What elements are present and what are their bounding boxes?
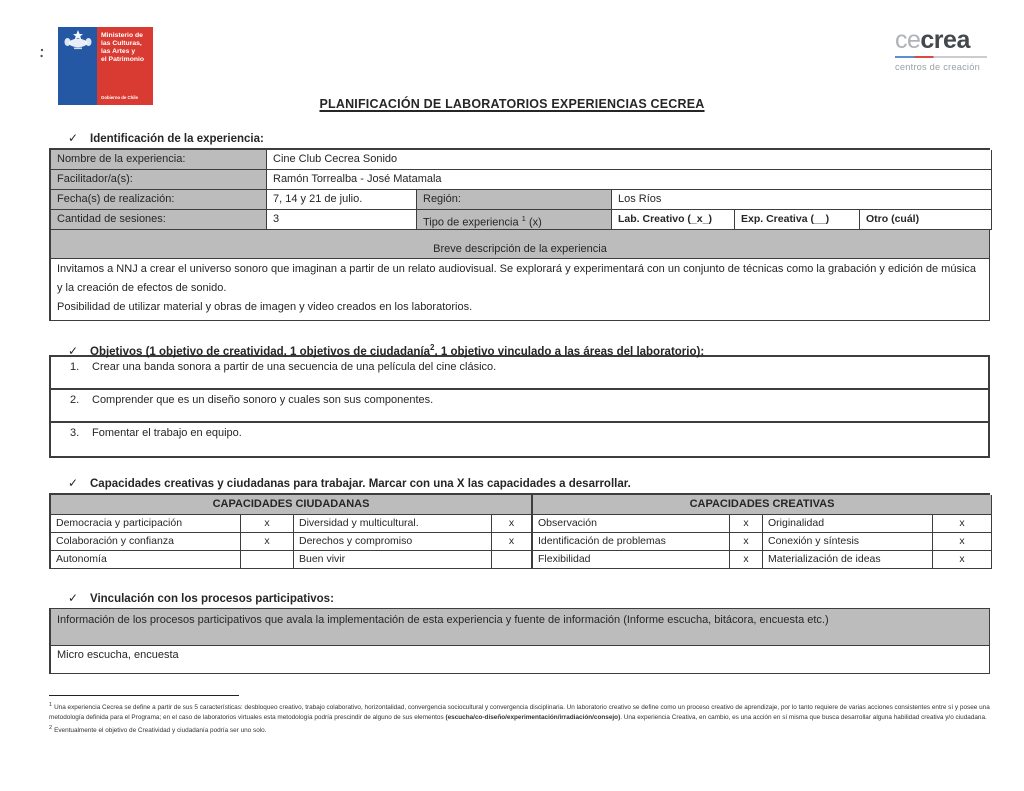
capacity-mark <box>241 551 294 569</box>
nombre-label: Nombre de la experiencia: <box>51 150 267 170</box>
vinculacion-value-box: Micro escucha, encuesta <box>49 645 990 674</box>
section-heading-identificacion: ✓ Identificación de la experiencia: <box>68 131 264 145</box>
region-value: Los Ríos <box>612 190 992 210</box>
cecrea-tagline: centros de creación <box>895 62 980 72</box>
capacity-label: Flexibilidad <box>531 551 730 569</box>
capacity-label: Identificación de problemas <box>531 533 730 551</box>
descripcion-header-band: Breve descripción de la experiencia <box>49 229 990 259</box>
chile-coat-of-arms-icon <box>63 27 93 53</box>
capacity-mark: x <box>933 515 992 533</box>
nombre-value: Cine Club Cecrea Sonido <box>267 150 992 170</box>
section-heading-vinculacion: ✓ Vinculación con los procesos participativos: <box>68 591 334 605</box>
objective-text: Comprender que es un diseño sonoro y cuales son sus componentes. <box>92 394 434 406</box>
capacity-mark: x <box>730 515 763 533</box>
capacidades-creativas-header: CAPACIDADES CREATIVAS <box>531 495 992 515</box>
check-icon: ✓ <box>68 591 79 605</box>
cecrea-logo <box>895 28 989 72</box>
descripcion-parrafo-1: Invitamos a NNJ a crear el universo sonoro que imaginan a partir de un relato audiovisual. Se explorará y experimentará con un conjunto de técnicas como la grabación y edición de música y la creación de efectos de sonido. <box>57 263 977 294</box>
capacity-label: Observación <box>531 515 730 533</box>
fecha-label: Fecha(s) de realización: <box>51 190 267 210</box>
footnote-separator <box>49 695 239 696</box>
objective-number: 1. <box>70 361 80 373</box>
identification-table <box>49 148 990 230</box>
ministry-name: Ministerio de las Culturas, las Artes y el Patrimonio <box>101 32 145 64</box>
check-icon: ✓ <box>68 476 79 490</box>
objective-number: 3. <box>70 427 80 439</box>
objective-row-3 <box>51 423 988 456</box>
capacity-label: Derechos y compromiso <box>294 533 492 551</box>
page-title: PLANIFICACIÓN DE LABORATORIOS EXPERIENCIAS CECREA <box>319 97 705 111</box>
tipo-opcion-exp-creativa: Exp. Creativa (__) <box>735 210 860 230</box>
capacity-mark <box>492 551 532 569</box>
sesiones-label: Cantidad de sesiones: <box>51 210 267 230</box>
capacity-label: Diversidad y multicultural. <box>294 515 492 533</box>
footnotes <box>49 701 990 736</box>
document-body <box>49 131 990 736</box>
capacity-mark: x <box>241 533 294 551</box>
section-heading-capacidades: ✓ Capacidades creativas y ciudadanas para trabajar. Marcar con una X las capacidades a desarrollar. <box>68 476 631 490</box>
section-heading-objetivos: ✓ Objetivos (1 objetivo de creatividad, 1 objetivos de ciudadanía$^2$, 1 objetivo vinculado a las áreas del laboratorio): <box>68 343 705 358</box>
objective-row-1 <box>51 357 988 390</box>
capacity-mark: x <box>933 551 992 569</box>
footnote-2: $^2$ Eventualmente el objetivo de Creatividad y ciudadanía podría ser uno solo. <box>49 724 267 734</box>
check-icon: ✓ <box>68 343 79 358</box>
capacities-table <box>49 493 990 569</box>
objective-text: Crear una banda sonora a partir de una secuencia de una película del cine clásico. <box>92 361 497 373</box>
sesiones-value: 3 <box>267 210 417 230</box>
footnote-1: $^1$ Una experiencia Cecrea se define a partir de sus 5 características: desbloqueo creativo, trabajo colaborativo, horizontalidad, convergencia sociocultural y convergencia disciplinaria. Un laboratorio creativo se define como un proceso creativo de aprendizaje, por lo tanto requiere de varias acciones consistentes entre sí y posee una metodología definida para el Programa; en el caso de laboratorios virtuales esta metodología podría prescindir de alguno de sus elementos (escucha/co-diseño/experimentación/irradiación/consejo). Una experiencia Creativa, en cambio, es una acción en sí misma que busca desarrollar alguna habilidad creativa y/o ciudadana. <box>49 702 990 722</box>
cecrea-logo-underline <box>895 56 987 58</box>
ministry-logo-blue-panel <box>58 27 97 105</box>
capacity-label: Colaboración y confianza <box>51 533 241 551</box>
capacity-label: Democracia y participación <box>51 515 241 533</box>
check-icon: ✓ <box>68 131 79 145</box>
scan-artifact-mark <box>40 48 44 58</box>
objective-row-2 <box>51 390 988 423</box>
capacity-label: Materialización de ideas <box>763 551 933 569</box>
cecrea-wordmark: cecrea <box>895 26 970 54</box>
capacidades-ciudadanas-header: CAPACIDADES CIUDADANAS <box>51 495 532 515</box>
capacity-label: Conexión y síntesis <box>763 533 933 551</box>
capacity-label: Autonomía <box>51 551 241 569</box>
tipo-experiencia-label: Tipo de experiencia $^1$ (x) <box>417 210 612 230</box>
ministry-logo <box>58 27 153 105</box>
vinculacion-info-band: Información de los procesos participativos que avala la implementación de esta experiencia y fuente de información (Informe escucha, bitácora, encuesta etc.) <box>49 608 990 646</box>
descripcion-box <box>49 258 990 321</box>
facilitador-value: Ramón Torrealba - José Matamala <box>267 170 992 190</box>
capacity-mark: x <box>492 515 532 533</box>
fecha-value: 7, 14 y 21 de julio. <box>267 190 417 210</box>
tipo-opcion-otro: Otro (cuál) <box>860 210 992 230</box>
descripcion-parrafo-2: Posibilidad de utilizar material y obras de imagen y video creados en los laboratorios. <box>57 301 473 313</box>
objective-text: Fomentar el trabajo en equipo. <box>92 427 242 439</box>
objectives-table <box>49 355 990 458</box>
ministry-logo-red-panel <box>97 27 153 105</box>
capacity-mark: x <box>730 533 763 551</box>
objective-number: 2. <box>70 394 80 406</box>
region-label: Región: <box>417 190 612 210</box>
facilitador-label: Facilitador/a(s): <box>51 170 267 190</box>
capacity-label: Buen vivir <box>294 551 492 569</box>
tipo-opcion-lab-creativo: Lab. Creativo (_x_) <box>612 210 735 230</box>
capacity-mark: x <box>492 533 532 551</box>
capacity-label: Originalidad <box>763 515 933 533</box>
capacity-mark: x <box>241 515 294 533</box>
gobierno-de-chile-label: Gobierno de Chile <box>101 95 139 100</box>
capacity-mark: x <box>730 551 763 569</box>
capacity-mark: x <box>933 533 992 551</box>
